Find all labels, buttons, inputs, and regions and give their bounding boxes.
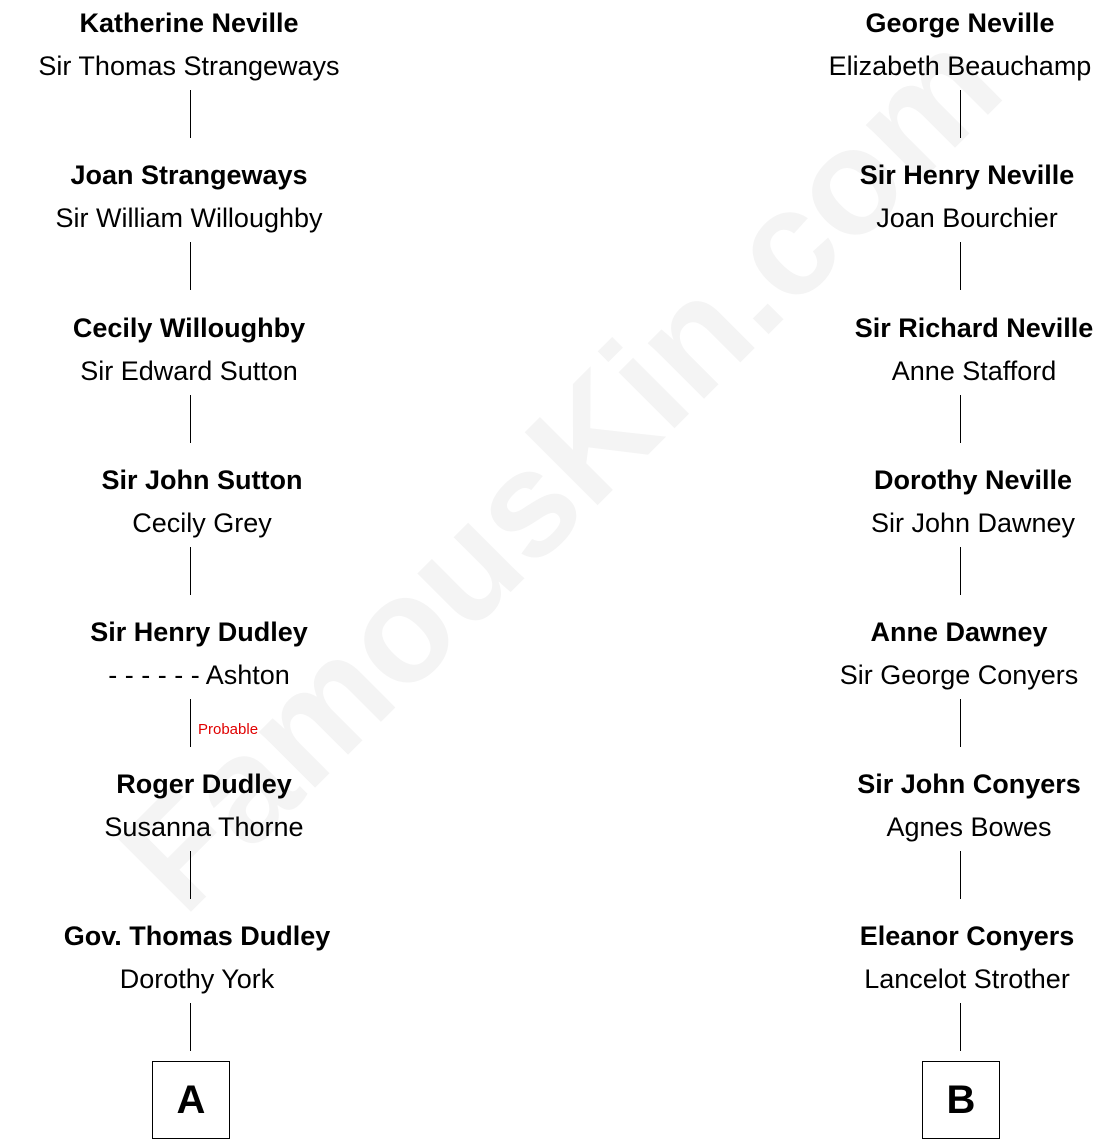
generation-node <box>723 464 1120 539</box>
spouse-name: Susanna Thorne <box>104 812 304 842</box>
descent-line <box>190 1003 191 1051</box>
ancestor-name: Dorothy Neville <box>873 465 1073 495</box>
ancestor-name: George Neville <box>865 8 1055 38</box>
ancestor-name: Sir Henry Neville <box>859 160 1075 190</box>
generation-node <box>717 920 1120 995</box>
generation-node <box>0 7 439 82</box>
generation-node <box>710 7 1120 82</box>
descent-line <box>960 547 961 595</box>
ancestor-name: Joan Strangeways <box>70 160 308 190</box>
ancestor-name: Sir Richard Neville <box>854 313 1094 343</box>
generation-node <box>0 920 447 995</box>
generation-node <box>719 768 1120 843</box>
generation-node <box>724 312 1120 387</box>
ancestor-name: Eleanor Conyers <box>859 921 1075 951</box>
lineage-box-a: A <box>152 1061 230 1139</box>
descent-line <box>190 851 191 899</box>
ancestor-name: Katherine Neville <box>79 8 299 38</box>
descent-line <box>190 547 191 595</box>
generation-node <box>0 768 454 843</box>
descent-line <box>190 699 191 747</box>
spouse-name: Agnes Bowes <box>886 812 1052 842</box>
ancestor-name: Sir John Sutton <box>101 465 303 495</box>
lineage-box-b: B <box>922 1061 1000 1139</box>
descent-line <box>190 90 191 138</box>
ancestor-name: Sir John Conyers <box>857 769 1081 799</box>
generation-node <box>709 616 1120 691</box>
spouse-name: Sir Thomas Strangeways <box>38 51 340 81</box>
generation-node <box>717 159 1120 234</box>
descent-line <box>960 90 961 138</box>
spouse-name: Cecily Grey <box>132 508 272 538</box>
ancestor-name: Sir Henry Dudley <box>90 617 308 647</box>
descent-line <box>960 851 961 899</box>
descent-line <box>960 242 961 290</box>
descent-line <box>190 242 191 290</box>
probable-note: Probable <box>198 721 259 738</box>
spouse-name: Lancelot Strother <box>864 964 1070 994</box>
descent-line <box>960 1003 961 1051</box>
spouse-name: Sir Edward Sutton <box>80 356 298 386</box>
ancestor-name: Gov. Thomas Dudley <box>63 921 331 951</box>
spouse-name: Sir John Dawney <box>870 508 1076 538</box>
spouse-name: Sir William Willoughby <box>55 203 323 233</box>
descent-line <box>190 395 191 443</box>
spouse-name: Anne Stafford <box>891 356 1057 386</box>
generation-node <box>0 159 439 234</box>
ancestor-name: Cecily Willoughby <box>72 313 306 343</box>
spouse-name: Sir George Conyers <box>839 660 1079 690</box>
spouse-name: Dorothy York <box>119 964 275 994</box>
spouse-name: Elizabeth Beauchamp <box>828 51 1092 81</box>
descent-line <box>960 395 961 443</box>
generation-node <box>0 616 449 691</box>
spouse-name: - - - - - - Ashton <box>108 660 290 690</box>
generation-node <box>0 312 439 387</box>
generation-node <box>0 464 452 539</box>
ancestor-name: Roger Dudley <box>116 769 292 799</box>
spouse-name: Joan Bourchier <box>876 203 1058 233</box>
descent-line <box>960 699 961 747</box>
ancestor-name: Anne Dawney <box>870 617 1048 647</box>
